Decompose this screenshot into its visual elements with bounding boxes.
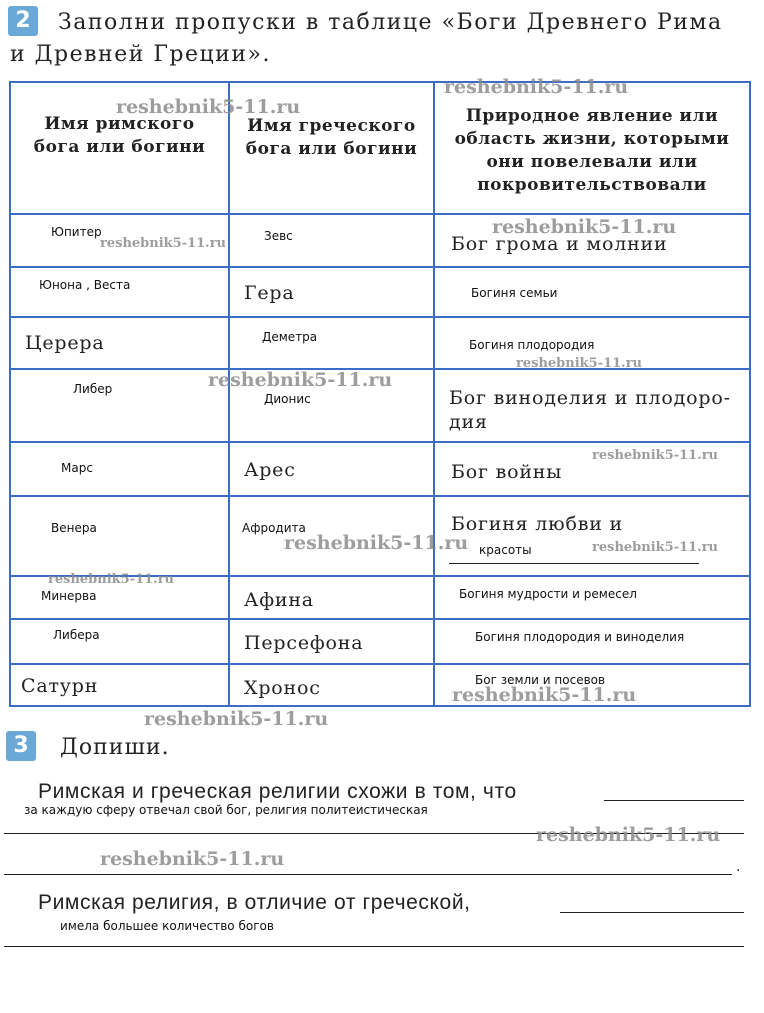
watermark: reshebnik5-11.ru <box>452 684 637 706</box>
watermark: reshebnik5-11.ru <box>592 448 719 463</box>
domain-text: Богиня семьи <box>471 286 558 300</box>
watermark: reshebnik5-11.ru <box>516 356 643 371</box>
task-number-badge: 2 <box>8 6 38 36</box>
watermark: reshebnik5-11.ru <box>208 369 393 391</box>
answer-line <box>4 874 732 875</box>
watermark: reshebnik5-11.ru <box>284 532 469 554</box>
period: . <box>736 858 741 875</box>
greek-name: Афродита <box>242 521 306 535</box>
task3-title: Допиши. <box>60 735 170 760</box>
watermark: reshebnik5-11.ru <box>592 540 719 555</box>
answer-line <box>4 946 744 947</box>
greek-name: Зевс <box>264 229 293 243</box>
watermark: reshebnik5-11.ru <box>100 848 285 870</box>
domain-text: Богиня мудрости и ремесел <box>459 587 637 601</box>
watermark: reshebnik5-11.ru <box>492 216 677 238</box>
roman-name: Марс <box>61 461 93 475</box>
roman-name: Церера <box>25 332 105 354</box>
greek-name: Персефона <box>244 632 364 654</box>
domain-text-handwritten: красоты <box>479 543 532 557</box>
task-title-line-1: Заполни пропуски в таблице «Боги Древнего Рима <box>58 10 723 35</box>
gods-table <box>9 81 751 707</box>
greek-name: Афина <box>244 589 314 611</box>
table-row <box>10 267 750 317</box>
watermark: reshebnik5-11.ru <box>144 708 329 730</box>
task-number-badge: 3 <box>6 731 36 761</box>
sentence-2: Римская религия, в отличие от греческой, <box>38 891 471 914</box>
domain-text: Богиня плодородия и виноделия <box>475 630 685 644</box>
task-title-line-2: и Древней Греции». <box>10 42 271 67</box>
watermark: reshebnik5-11.ru <box>536 824 721 846</box>
domain-text: Бог грома и молнии <box>451 233 668 255</box>
roman-name: Либер <box>73 382 113 396</box>
watermark: reshebnik5-11.ru <box>116 96 301 118</box>
roman-name: Либера <box>53 628 100 642</box>
roman-name: Сатурн <box>21 675 99 697</box>
watermark: reshebnik5-11.ru <box>48 572 175 587</box>
greek-name: Арес <box>244 459 296 481</box>
greek-name: Дионис <box>264 392 311 406</box>
greek-name: Хронос <box>244 677 321 699</box>
greek-name: Деметра <box>262 330 318 344</box>
answer-2: имела большее количество богов <box>60 919 274 933</box>
header-greek: Имя греческого бога или богини <box>229 82 434 214</box>
sentence-1: Римская и греческая религии схожи в том, что <box>38 780 517 803</box>
watermark: reshebnik5-11.ru <box>444 76 629 98</box>
table-row <box>10 664 750 706</box>
roman-name: Минерва <box>41 589 97 603</box>
domain-text: Бог земли и посевов <box>475 673 606 687</box>
answer-line <box>560 912 744 913</box>
table-row <box>10 619 750 664</box>
greek-name: Гера <box>244 282 295 304</box>
header-domain: Природное явление или область жизни, которыми они повелевали или покровительствовали <box>434 82 750 214</box>
domain-text: Бог войны <box>451 461 563 483</box>
answer-line <box>604 800 744 801</box>
domain-text: Богиня плодородия <box>469 338 595 352</box>
roman-name: Венера <box>51 521 97 535</box>
answer-1: за каждую сферу отвечал свой бог, религия политеистическая <box>24 803 428 817</box>
roman-name: Юпитер <box>51 225 102 239</box>
answer-line <box>449 563 699 564</box>
watermark: reshebnik5-11.ru <box>100 236 227 251</box>
domain-text-printed: Богиня любви и <box>451 513 624 535</box>
domain-text: Бог виноделия и плодоро- дия <box>449 387 731 433</box>
roman-name: Юнона , Веста <box>39 278 131 292</box>
header-roman: Имя римского бога или богини <box>10 82 229 214</box>
